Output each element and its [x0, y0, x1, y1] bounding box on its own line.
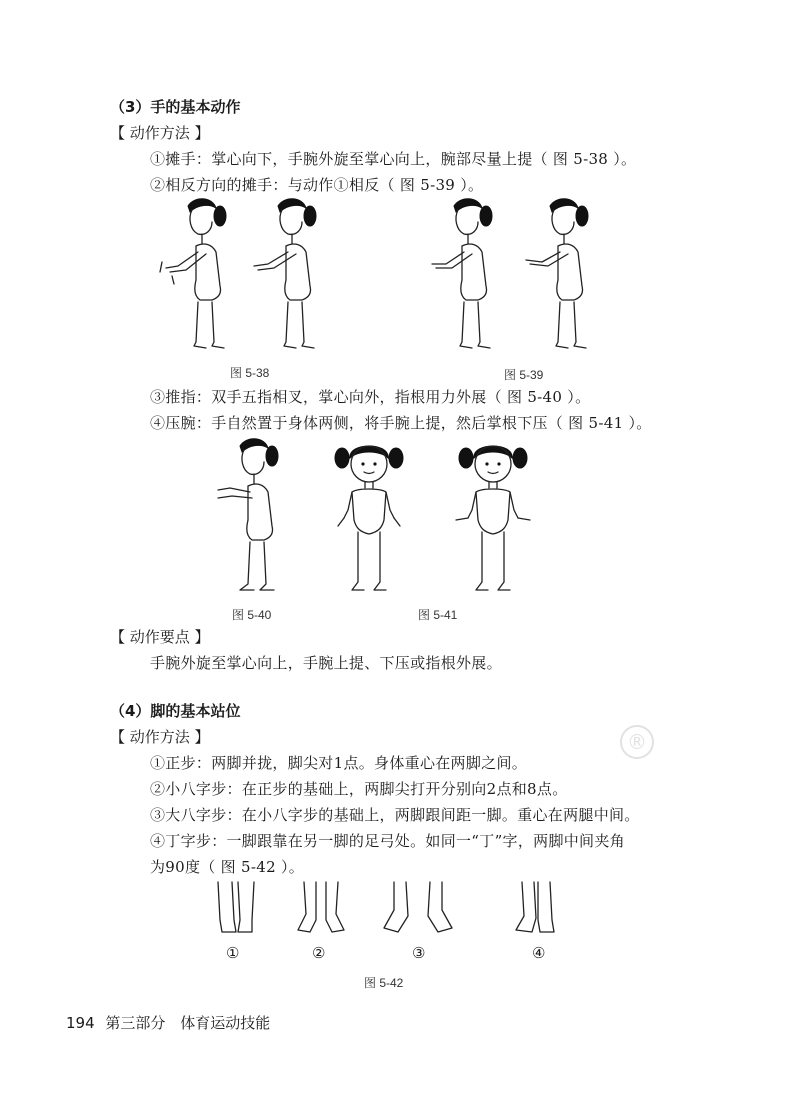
section-4-item-1: ①正步：两脚并拢，脚尖对1点。身体重心在两脚之间。 [150, 754, 528, 772]
figure-5-42-caption: 图 5-42 [364, 976, 404, 990]
feet-label-4: ④ [532, 944, 546, 962]
figure-5-39-caption: 图 5-39 [504, 368, 544, 382]
figure-5-42-feet [200, 880, 570, 940]
section-3-item-4: ④压腕：手自然置于身体两侧，将手腕上提，然后掌根下压（ 图 5-41 ）。 [150, 414, 652, 432]
section-4-title: （4）脚的基本站位 [110, 702, 241, 720]
figure-5-38-caption: 图 5-38 [230, 366, 270, 380]
figure-5-41-caption: 图 5-41 [418, 608, 458, 622]
feet-label-3: ③ [412, 944, 426, 962]
section-4-method-heading: 【 动作方法 】 [110, 728, 210, 746]
figure-5-40-caption: 图 5-40 [232, 608, 272, 622]
section-4-item-3: ③大八字步：在小八字步的基础上，两脚跟间距一脚。重心在两腿中间。 [150, 806, 640, 824]
section-4-item-2: ②小八字步：在正步的基础上，两脚尖打开分别向2点和8点。 [150, 780, 568, 798]
registered-trademark-watermark: ® [620, 725, 654, 759]
section-3-item-3: ③推指：双手五指相叉，掌心向外，指根用力外展（ 图 5-40 ）。 [150, 388, 591, 406]
page-number: 194 [66, 1014, 95, 1032]
figures-5-38-5-39 [150, 196, 600, 360]
section-4-item-4-cont: 为90度（ 图 5-42 ）。 [150, 858, 305, 876]
feet-label-1: ① [226, 944, 240, 962]
feet-label-2: ② [312, 944, 326, 962]
section-4-item-4: ④丁字步：一脚跟靠在另一脚的足弓处。如同一“丁”字，两脚中间夹角 [150, 832, 625, 850]
section-3-method-heading: 【 动作方法 】 [110, 124, 210, 142]
page-footer [66, 1012, 270, 1033]
section-3-item-1: ①摊手：掌心向下，手腕外旋至掌心向上，腕部尽量上提（ 图 5-38 ）。 [150, 150, 637, 168]
footer-title: 体育运动技能 [180, 1014, 271, 1032]
footer-part: 第三部分 [105, 1014, 166, 1032]
section-3-title: （3）手的基本动作 [110, 98, 241, 116]
figures-5-40-5-41 [200, 436, 570, 602]
section-3-key-heading: 【 动作要点 】 [110, 628, 210, 646]
section-3-key-text: 手腕外旋至掌心向上，手腕上提、下压或指根外展。 [150, 654, 502, 672]
section-3-item-2: ②相反方向的摊手：与动作①相反（ 图 5-39 ）。 [150, 176, 484, 194]
